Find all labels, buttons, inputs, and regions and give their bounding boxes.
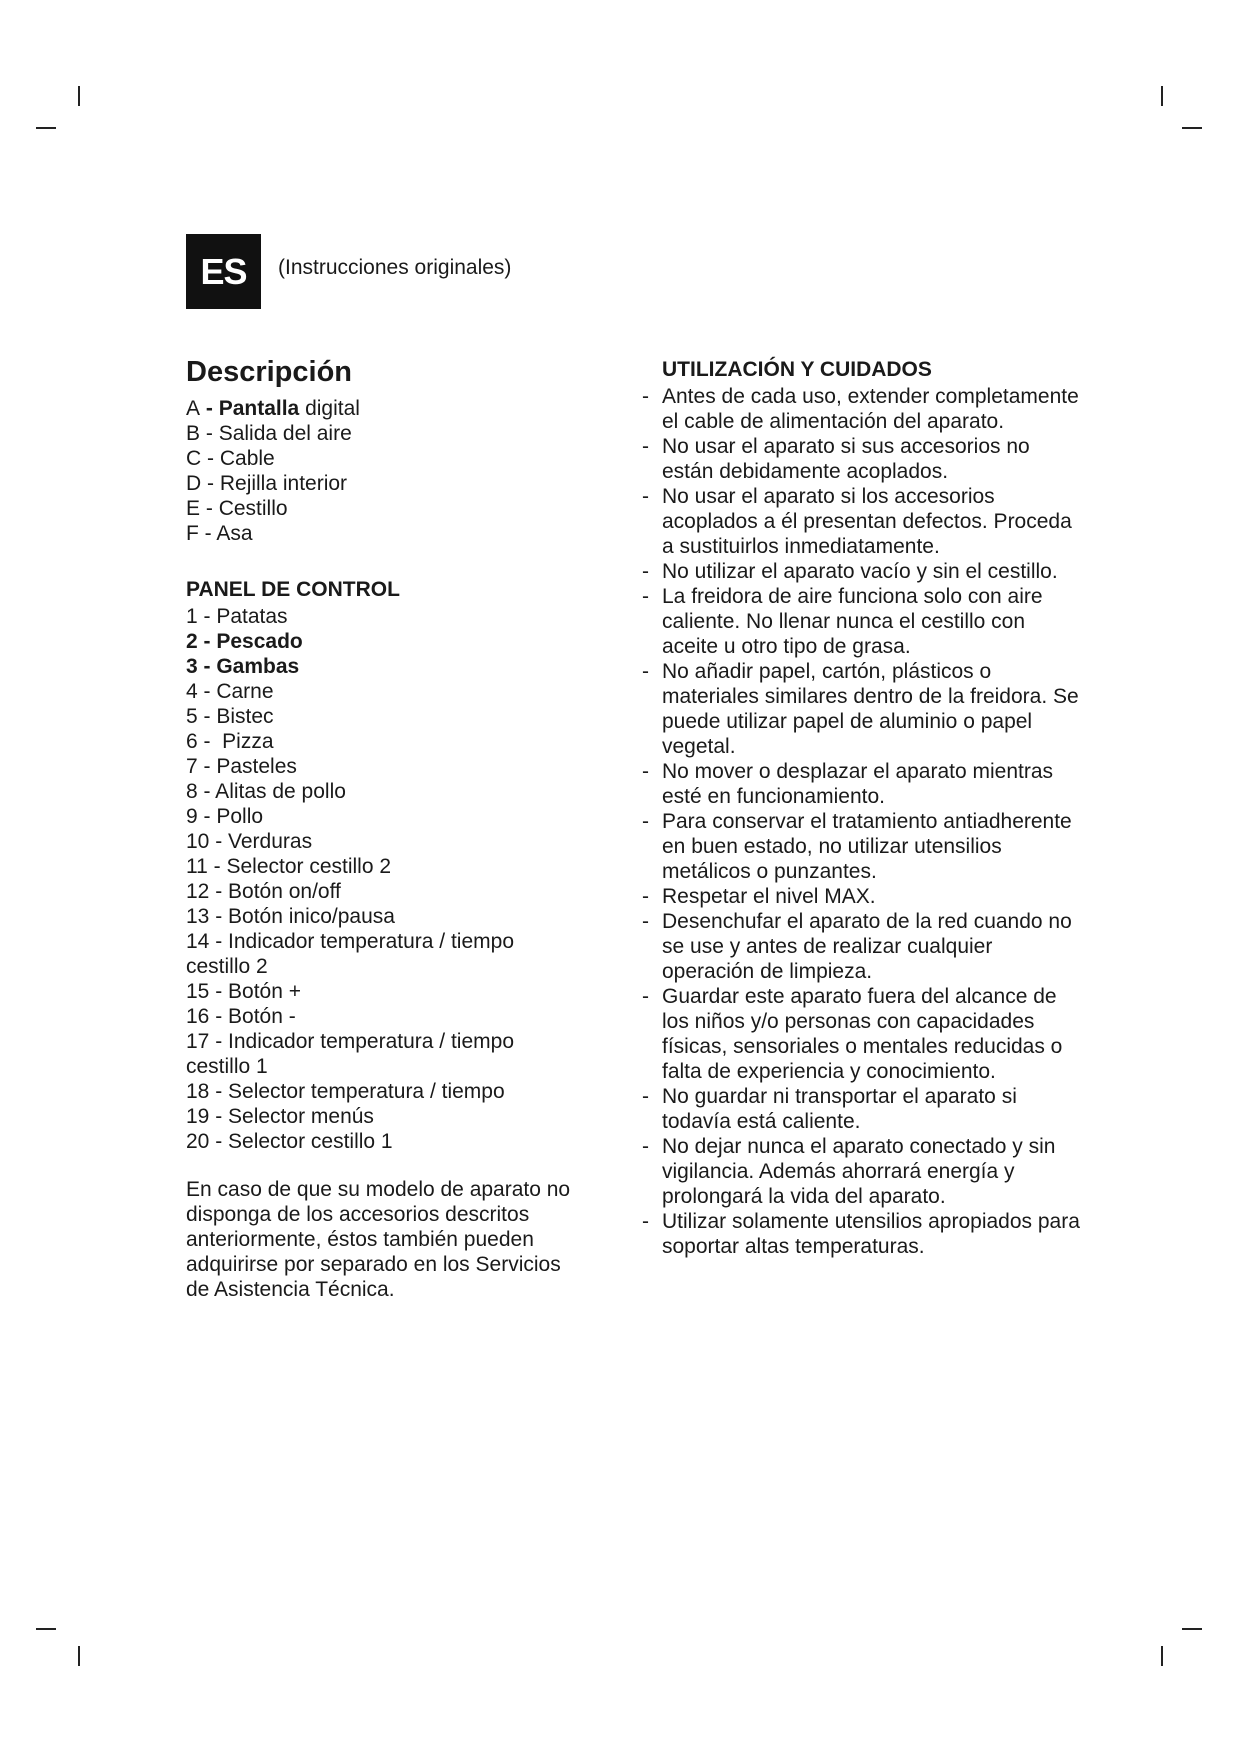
list-item: D - Rejilla interior <box>186 472 348 495</box>
list-item: 15 - Botón + <box>186 980 301 1003</box>
list-item: 17 - Indicador temperatura / tiempo cestillo 1 <box>186 1030 515 1078</box>
list-item: 2 - Pescado <box>186 630 303 653</box>
crop-mark <box>78 1646 80 1666</box>
crop-mark <box>36 127 56 129</box>
list-item: 11 - Selector cestillo 2 <box>186 855 392 878</box>
list-item: 5 - Bistec <box>186 705 274 728</box>
list-item: 16 - Botón - <box>186 1005 296 1028</box>
list-item: - No mover o desplazar el aparato mientras esté en funcionamiento. <box>642 760 1054 808</box>
list-item: - No utilizar el aparato vacío y sin el cestillo. <box>642 560 1058 583</box>
right-column <box>642 356 1082 1259</box>
crop-mark <box>1182 1628 1202 1630</box>
left-column <box>186 354 606 1302</box>
list-item: 1 - Patatas <box>186 605 288 628</box>
control-panel-list <box>186 604 606 1154</box>
list-item: 7 - Pasteles <box>186 755 297 778</box>
list-item: F - Asa <box>186 522 253 545</box>
list-item: 8 - Alitas de pollo <box>186 780 346 803</box>
list-item: 10 - Verduras <box>186 830 313 853</box>
list-item: - Respetar el nivel MAX. <box>642 885 876 908</box>
list-item: - Antes de cada uso, extender completamente el cable de alimentación del aparato. <box>642 385 1079 433</box>
list-item: 4 - Carne <box>186 680 274 703</box>
list-item: 6 - Pizza <box>186 730 274 753</box>
list-item: - No usar el aparato si sus accesorios no están debidamente acoplados. <box>642 435 1030 483</box>
control-panel-title: PANEL DE CONTROL <box>186 578 400 601</box>
crop-mark <box>1182 127 1202 129</box>
list-item: - No añadir papel, cartón, plásticos o materiales similares dentro de la freidora. Se puede utilizar papel de aluminio o papel vegetal. <box>642 660 1079 758</box>
list-item: - La freidora de aire funciona solo con aire caliente. No llenar nunca el cestillo con aceite u otro tipo de grasa. <box>642 585 1043 658</box>
list-item: - Guardar este aparato fuera del alcance de los niños y/o personas con capacidades físicas, sensoriales o mentales reducidas o falta de experiencia y conocimiento. <box>642 985 1063 1083</box>
list-item: 3 - Gambas <box>186 655 300 678</box>
list-item: 14 - Indicador temperatura / tiempo cestillo 2 <box>186 930 515 978</box>
crop-mark <box>78 86 80 106</box>
list-item: 18 - Selector temperatura / tiempo <box>186 1080 505 1103</box>
crop-mark <box>36 1628 56 1630</box>
description-list <box>186 396 606 546</box>
list-item: B - Salida del aire <box>186 422 352 445</box>
accessories-note: En caso de que su modelo de aparato no disponga de los accesorios descritos anteriormente, éstos también pueden adquirirse por separado en los Servicios de Asistencia Técnica. <box>186 1178 571 1301</box>
list-item: - Para conservar el tratamiento antiadherente en buen estado, no utilizar utensilios metálicos o punzantes. <box>642 810 1072 883</box>
list-item: - No usar el aparato si los accesorios acoplados a él presentan defectos. Proceda a sustituirlos inmediatamente. <box>642 485 1072 558</box>
crop-mark <box>1161 1646 1163 1666</box>
list-item: - Desenchufar el aparato de la red cuando no se use y antes de realizar cualquier operación de limpieza. <box>642 910 1072 983</box>
list-item: 9 - Pollo <box>186 805 264 828</box>
list-item: - No dejar nunca el aparato conectado y sin vigilancia. Además ahorrará energía y prolongará la vida del aparato. <box>642 1135 1056 1208</box>
list-item: 19 - Selector menús <box>186 1105 374 1128</box>
list-item: C - Cable <box>186 447 275 470</box>
usage-list <box>642 384 1082 1259</box>
list-item: 13 - Botón inico/pausa <box>186 905 395 928</box>
language-badge: ES <box>186 234 261 309</box>
usage-title: UTILIZACIÓN Y CUIDADOS <box>662 358 932 381</box>
list-item: - Utilizar solamente utensilios apropiados para soportar altas temperaturas. <box>642 1210 1080 1258</box>
list-item: A - Pantalla digital <box>186 397 360 420</box>
list-item: E - Cestillo <box>186 497 288 520</box>
crop-mark <box>1161 86 1163 106</box>
instructions-subtitle: (Instrucciones originales) <box>278 256 512 279</box>
list-item: 20 - Selector cestillo 1 <box>186 1130 393 1153</box>
list-item: 12 - Botón on/off <box>186 880 341 903</box>
list-item: - No guardar ni transportar el aparato si todavía está caliente. <box>642 1085 1017 1133</box>
description-title: Descripción <box>186 356 352 388</box>
